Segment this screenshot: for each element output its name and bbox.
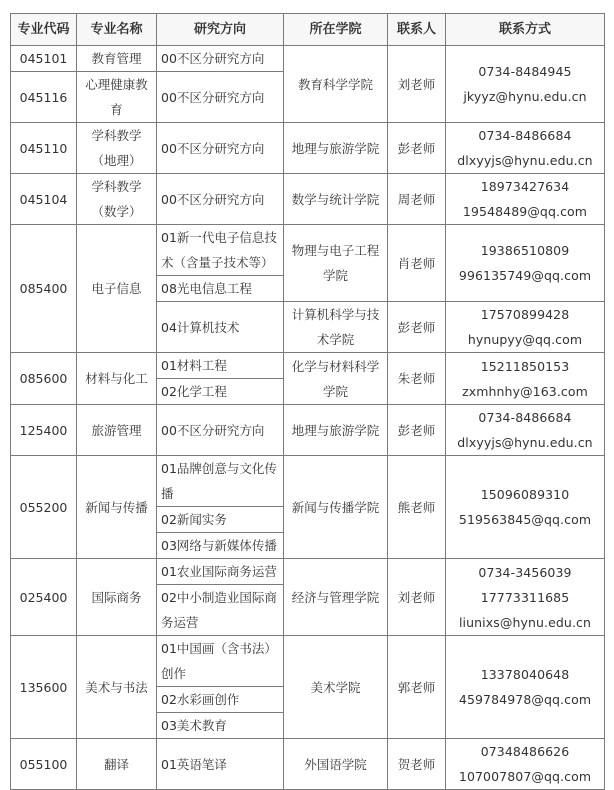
research-direction: 01新一代电子信息技术（含量子技术等） bbox=[157, 225, 284, 276]
table-row bbox=[11, 123, 605, 174]
research-direction: 02水彩画创作 bbox=[157, 687, 284, 713]
program-code: 085600 bbox=[11, 353, 77, 405]
contact-phone: 0734-8484945 bbox=[478, 64, 572, 79]
contact-phone: 17570899428 bbox=[480, 307, 570, 322]
header-name: 专业名称 bbox=[77, 14, 157, 46]
research-direction: 01英语笔译 bbox=[157, 739, 284, 790]
contact-info bbox=[446, 46, 605, 123]
program-name: 电子信息 bbox=[77, 225, 157, 353]
contact-person: 刘老师 bbox=[388, 559, 446, 636]
contact-info bbox=[446, 225, 605, 302]
program-name: 翻译 bbox=[77, 739, 157, 790]
program-name: 材料与化工 bbox=[77, 353, 157, 405]
program-table bbox=[10, 13, 605, 790]
header-contact-person: 联系人 bbox=[388, 14, 446, 46]
table-row bbox=[11, 559, 605, 585]
research-direction: 01材料工程 bbox=[157, 353, 284, 379]
college: 美术学院 bbox=[284, 636, 388, 739]
college: 新闻与传播学院 bbox=[284, 456, 388, 559]
contact-phone: 15211850153 bbox=[480, 358, 570, 374]
table-row bbox=[11, 405, 605, 456]
program-name: 心理健康教育 bbox=[77, 72, 157, 123]
contact-info bbox=[446, 302, 605, 353]
program-code: 135600 bbox=[11, 636, 77, 739]
research-direction: 01品牌创意与文化传播 bbox=[157, 456, 284, 507]
program-code: 045110 bbox=[11, 123, 77, 174]
contact-info bbox=[446, 559, 605, 636]
contact-email: liunixs@hynu.edu.cn bbox=[458, 614, 592, 630]
contact-email: 519563845@qq.com bbox=[458, 512, 592, 527]
research-direction: 00不区分研究方向 bbox=[157, 72, 284, 123]
research-direction: 03美术教育 bbox=[157, 713, 284, 739]
contact-email: hynupyy@qq.com bbox=[467, 332, 583, 347]
contact-email: jkyyz@hynu.edu.cn bbox=[463, 89, 587, 104]
table-row bbox=[11, 353, 605, 379]
contact-person: 周老师 bbox=[388, 174, 446, 225]
program-name: 教育管理 bbox=[77, 46, 157, 72]
contact-person: 彭老师 bbox=[388, 302, 446, 353]
research-direction: 02新闻实务 bbox=[157, 507, 284, 533]
contact-person: 熊老师 bbox=[388, 456, 446, 559]
contact-person: 刘老师 bbox=[388, 46, 446, 123]
header-contact-info: 联系方式 bbox=[446, 14, 605, 46]
college: 外国语学院 bbox=[284, 739, 388, 790]
contact-phone: 13378040648 bbox=[480, 667, 570, 682]
college: 教育科学学院 bbox=[284, 46, 388, 123]
table-header-row bbox=[11, 14, 605, 46]
table-row bbox=[11, 636, 605, 687]
research-direction: 01中国画（含书法）创作 bbox=[157, 636, 284, 687]
program-name: 学科教学（数学） bbox=[77, 174, 157, 225]
table-row bbox=[11, 46, 605, 72]
program-name: 旅游管理 bbox=[77, 405, 157, 456]
contact-info bbox=[446, 174, 605, 225]
contact-email: 459784978@qq.com bbox=[458, 692, 592, 707]
contact-phone: 0734-3456039 bbox=[478, 564, 572, 580]
college: 地理与旅游学院 bbox=[284, 123, 388, 174]
contact-email: dlxyyjs@hynu.edu.cn bbox=[457, 435, 593, 450]
research-direction: 00不区分研究方向 bbox=[157, 174, 284, 225]
contact-email: 996135749@qq.com bbox=[458, 268, 592, 283]
research-direction: 00不区分研究方向 bbox=[157, 405, 284, 456]
contact-info bbox=[446, 456, 605, 559]
college: 地理与旅游学院 bbox=[284, 405, 388, 456]
contact-person: 贺老师 bbox=[388, 739, 446, 790]
research-direction: 04计算机技术 bbox=[157, 302, 284, 353]
program-code: 085400 bbox=[11, 225, 77, 353]
contact-email: dlxyyjs@hynu.edu.cn bbox=[457, 153, 593, 168]
contact-email: 19548489@qq.com bbox=[462, 204, 588, 219]
college: 物理与电子工程学院 bbox=[284, 225, 388, 302]
contact-info bbox=[446, 405, 605, 456]
contact-person: 彭老师 bbox=[388, 405, 446, 456]
table-row bbox=[11, 456, 605, 507]
contact-phone: 0734-8486684 bbox=[478, 128, 572, 143]
contact-info bbox=[446, 739, 605, 790]
research-direction: 01农业国际商务运营 bbox=[157, 559, 284, 585]
contact-email: 107007807@qq.com bbox=[458, 769, 592, 784]
college: 经济与管理学院 bbox=[284, 559, 388, 636]
program-name: 新闻与传播 bbox=[77, 456, 157, 559]
header-college: 所在学院 bbox=[284, 14, 388, 46]
research-direction: 08光电信息工程 bbox=[157, 276, 284, 302]
research-direction: 02化学工程 bbox=[157, 379, 284, 405]
contact-phone: 19386510809 bbox=[480, 243, 570, 258]
program-name: 美术与书法 bbox=[77, 636, 157, 739]
table-row bbox=[11, 225, 605, 276]
program-code: 025400 bbox=[11, 559, 77, 636]
contact-person: 朱老师 bbox=[388, 353, 446, 405]
program-name: 学科教学（地理） bbox=[77, 123, 157, 174]
research-direction: 00不区分研究方向 bbox=[157, 46, 284, 72]
contact-person: 郭老师 bbox=[388, 636, 446, 739]
college: 数学与统计学院 bbox=[284, 174, 388, 225]
college: 计算机科学与技术学院 bbox=[284, 302, 388, 353]
header-direction: 研究方向 bbox=[157, 14, 284, 46]
program-code: 045116 bbox=[11, 72, 77, 123]
table-row bbox=[11, 174, 605, 225]
contact-person: 彭老师 bbox=[388, 123, 446, 174]
contact-info bbox=[446, 123, 605, 174]
contact-phone: 17773311685 bbox=[480, 589, 570, 605]
college: 化学与材料科学学院 bbox=[284, 353, 388, 405]
program-code: 055200 bbox=[11, 456, 77, 559]
table-row bbox=[11, 739, 605, 790]
contact-phone: 0734-8486684 bbox=[478, 410, 572, 425]
research-direction: 00不区分研究方向 bbox=[157, 123, 284, 174]
contact-person: 肖老师 bbox=[388, 225, 446, 302]
contact-email: zxmhnhy@163.com bbox=[462, 383, 588, 399]
program-code: 045104 bbox=[11, 174, 77, 225]
header-code: 专业代码 bbox=[11, 14, 77, 46]
program-code: 125400 bbox=[11, 405, 77, 456]
research-direction: 02中小制造业国际商务运营 bbox=[157, 585, 284, 636]
program-code: 045101 bbox=[11, 46, 77, 72]
program-code: 055100 bbox=[11, 739, 77, 790]
contact-phone: 15096089310 bbox=[480, 487, 570, 502]
contact-phone: 18973427634 bbox=[480, 179, 570, 194]
contact-info bbox=[446, 353, 605, 405]
contact-info bbox=[446, 636, 605, 739]
contact-phone: 07348486626 bbox=[480, 744, 570, 759]
program-name: 国际商务 bbox=[77, 559, 157, 636]
research-direction: 03网络与新媒体传播 bbox=[157, 533, 284, 559]
